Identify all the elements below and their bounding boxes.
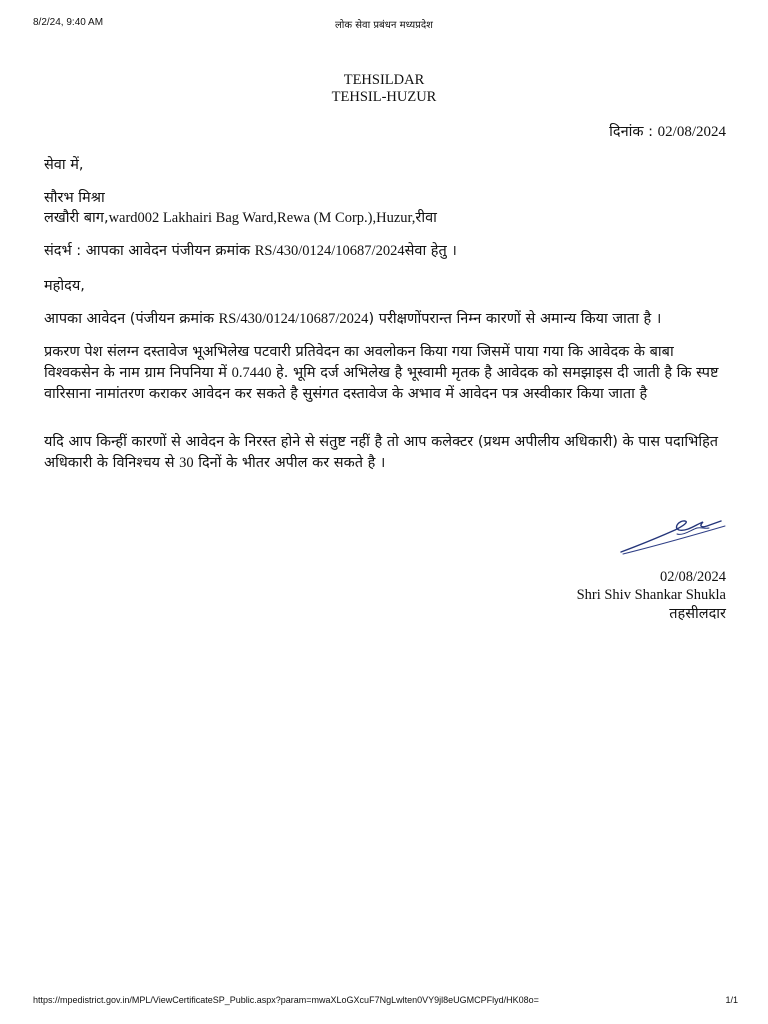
para2-part2: हे. भूमि दर्ज अभिलेख है भूस्वामी मृतक है आवेदक को समझाइस दी जाती है कि स्पष्ट वारिसाना नामांतरण कराकर आवेदन कर सकते है सुसंगत दस्तावेज के अभाव में आवेदन पत्र अस्वीकार किया जाता है	[44, 365, 719, 402]
signatory-date: 02/08/2024	[659, 569, 726, 585]
recipient-address	[44, 207, 437, 227]
para2-area: 0.7440	[231, 365, 272, 381]
para3-part1: यदि आप किन्हीं कारणों से आवेदन के निरस्त होने से संतुष्ट नहीं है तो आप कलेक्टर (प्रथम अपीलीय अधिकारी) के पास पदाभिहित अधिकारी के विनिश्चय से	[44, 434, 719, 471]
signatory-name: Shri Shiv Shankar Shukla	[576, 587, 726, 603]
print-site-title: लोक सेवा प्रबंधन मध्यप्रदेश	[335, 20, 433, 31]
greeting: महोदय,	[44, 278, 85, 294]
reference-number: RS/430/0124/10687/2024	[254, 243, 405, 259]
date-label: दिनांक :	[609, 124, 658, 140]
office-tehsil: TEHSIL-HUZUR	[331, 89, 437, 105]
office-heading	[0, 72, 768, 106]
rejection-paragraph	[44, 309, 732, 330]
reason-paragraph	[44, 342, 732, 405]
page-number: 1/1	[725, 995, 738, 1005]
signatory-block	[577, 568, 726, 624]
para1-suffix: ) परीक्षणोंपरान्त निम्न कारणों से अमान्य किया जाता है ।	[368, 311, 662, 327]
address-latin: ward002 Lakhairi Bag Ward,Rewa (M Corp.),Huzur,	[108, 210, 416, 226]
para1-number: RS/430/0124/10687/2024	[218, 311, 369, 327]
salutation: सेवा में,	[44, 157, 84, 173]
signature-image	[617, 512, 727, 556]
reference-suffix: सेवा हेतु ।	[404, 243, 457, 259]
letter-date	[609, 121, 726, 141]
address-city: रीवा	[415, 210, 437, 226]
page-url: https://mpedistrict.gov.in/MPL/ViewCertificateSP_Public.aspx?param=mwaXLoGXcuF7NgLwlten0VY9jl8eUGMCPFlyd/HK08o=	[33, 995, 539, 1005]
para1-prefix: आपका आवेदन (पंजीयन क्रमांक	[44, 311, 219, 327]
reference-prefix: संदर्भ : आपका आवेदन पंजीयन क्रमांक	[44, 243, 255, 259]
office-designation: TEHSILDAR	[343, 72, 425, 88]
appeal-paragraph	[44, 432, 732, 474]
reference-line	[44, 240, 457, 260]
address-hindi: लखौरी बाग,	[44, 210, 109, 226]
print-datetime: 8/2/24, 9:40 AM	[33, 17, 104, 28]
para3-part2: दिनों के भीतर अपील कर सकते है ।	[193, 455, 386, 471]
signatory-designation: तहसीलदार	[669, 606, 726, 622]
date-value: 02/08/2024	[657, 124, 726, 140]
recipient-name: सौरभ मिश्रा	[44, 190, 105, 206]
para2-part1: प्रकरण पेश संलग्न दस्तावेज भूअभिलेख पटवारी प्रतिवेदन का अवलोकन किया गया जिसमें पाया गया कि आवेदक के बाबा विश्वकसेन के नाम ग्राम निपनिया में	[44, 344, 674, 381]
para3-days: 30	[179, 455, 194, 471]
